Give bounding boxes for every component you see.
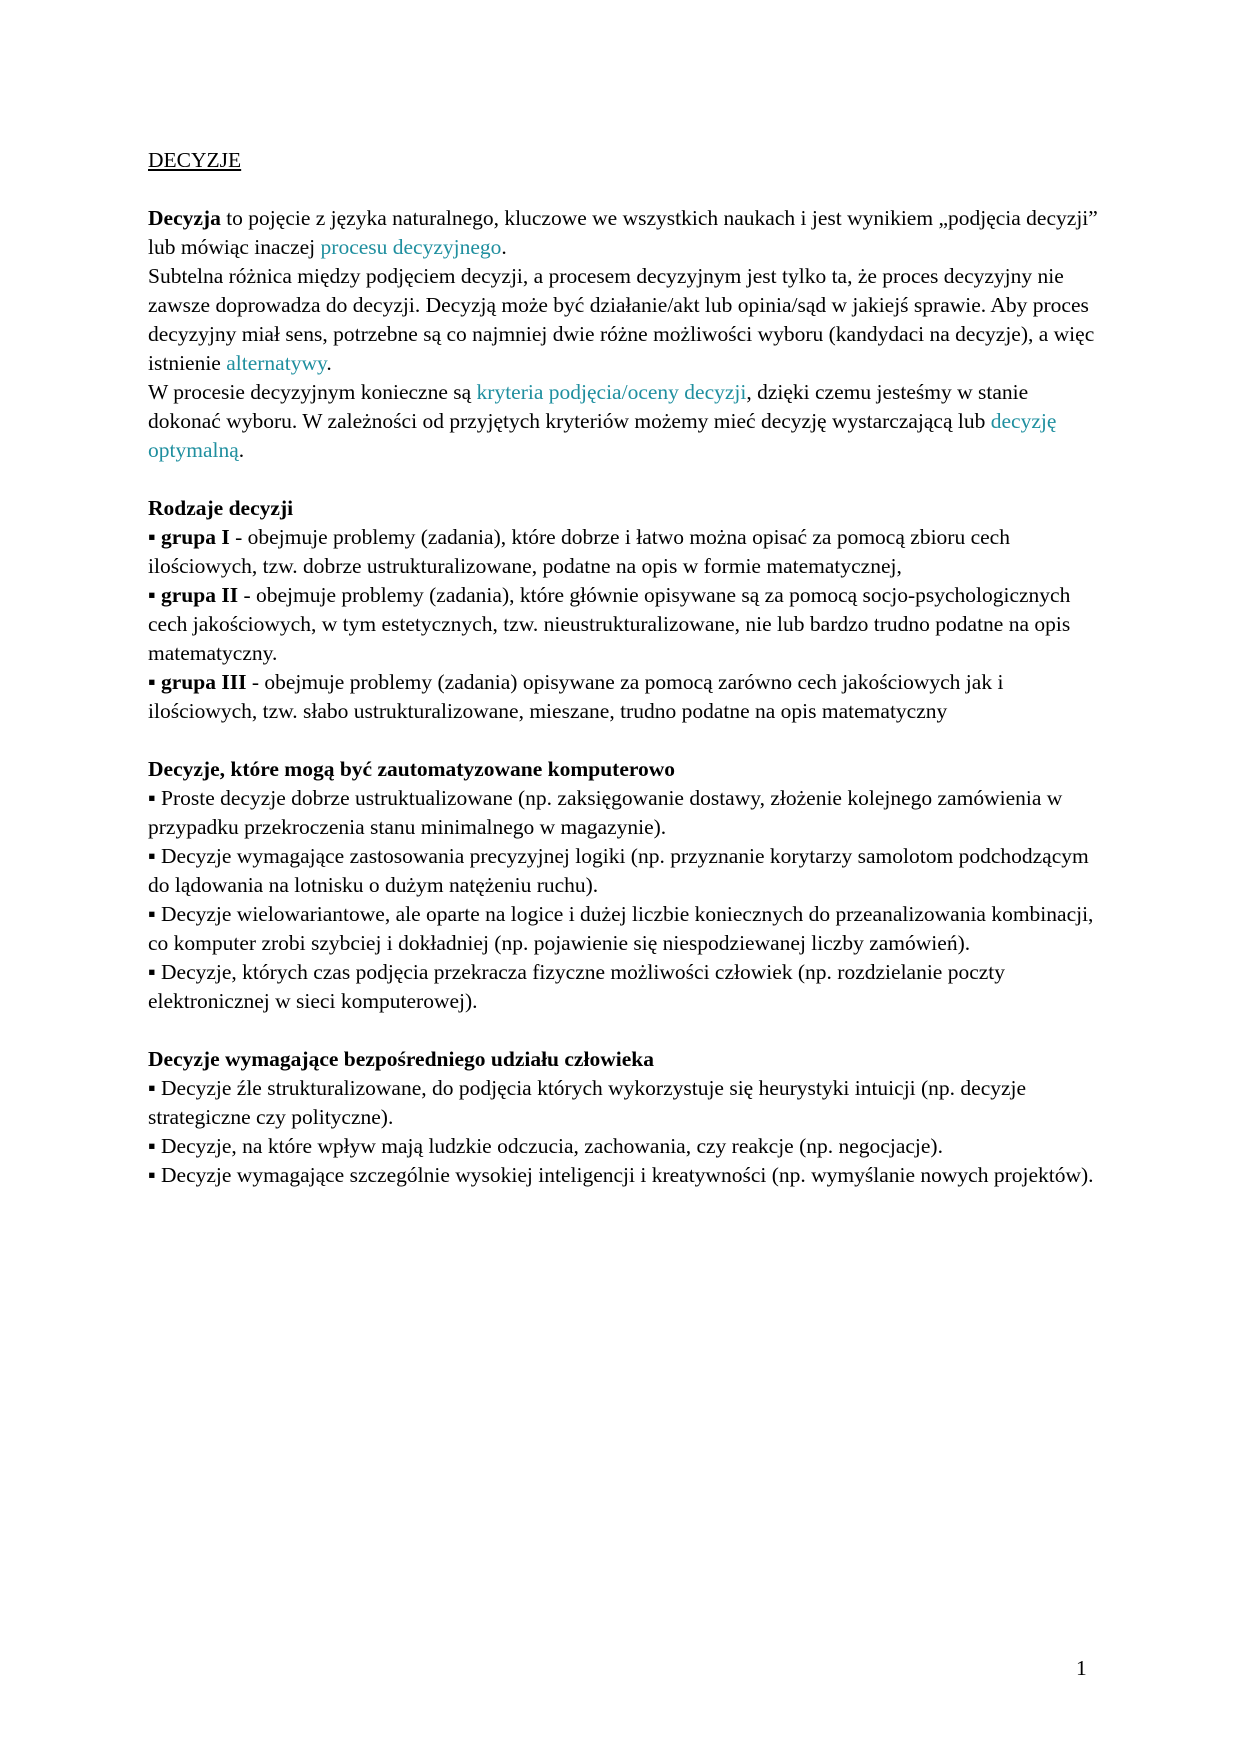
- list-item: ▪ Decyzje wielowariantowe, ale oparte na logice i dużej liczbie koniecznych do przeanalizowania kombinacji, co komputer zrobi szybciej i dokładniej (np. pojawienie się niespodziewanej liczby zamówień).: [148, 902, 1094, 955]
- group-label: grupa II: [161, 583, 239, 607]
- link-kryteria[interactable]: kryteria podjęcia/oceny decyzji: [476, 380, 747, 404]
- page-number: 1: [1076, 1656, 1087, 1680]
- term-decyzja: Decyzja: [148, 206, 221, 230]
- list-item: ▪ Decyzje, których czas podjęcia przekracza fizyczne możliwości człowiek (np. rozdzielanie poczty elektronicznej w sieci komputerowej).: [148, 960, 1006, 1013]
- list-item: ▪ Decyzje, na które wpływ mają ludzkie odczucia, zachowania, czy reakcje (np. negocjacje).: [148, 1134, 943, 1158]
- section-heading-rodzaje: Rodzaje decyzji: [148, 496, 294, 520]
- intro-text: .: [501, 235, 507, 259]
- bullet-icon: ▪: [148, 583, 161, 607]
- list-item-grupa-1: [148, 523, 1098, 581]
- list-item: ▪ Decyzje wymagające zastosowania precyzyjnej logiki (np. przyznanie korytarzy samolotom podchodzącym do lądowania na lotnisku o dużym natężeniu ruchu).: [148, 844, 1089, 897]
- spacer: [148, 1016, 1098, 1045]
- intro-text: .: [326, 351, 332, 375]
- link-proces-decyzyjny[interactable]: procesu decyzyjnego: [320, 235, 502, 259]
- section-heading-czlowiek: Decyzje wymagające bezpośredniego udziału człowieka: [148, 1047, 654, 1071]
- bullet-icon: ▪: [148, 525, 161, 549]
- group-text: - obejmuje problemy (zadania), które dobrze i łatwo można opisać za pomocą zbioru cech ilościowych, tzw. dobrze ustrukturalizowane, podatne na opis w formie matematycznej,: [148, 525, 1010, 578]
- document-page: [148, 146, 1098, 1190]
- intro-paragraph-3: [148, 378, 1098, 465]
- group-text: - obejmuje problemy (zadania), które głównie opisywane są za pomocą socjo-psychologicznych cech jakościowych, w tym estetycznych, tzw. nieustrukturalizowane, nie lub bardzo trudno podatne na opis matematyczny.: [148, 583, 1071, 665]
- link-alternatywy[interactable]: alternatywy: [226, 351, 327, 375]
- intro-text: , dzięki czemu jesteśmy w stanie dokonać wyboru. W zależności od przyjętych kryteriów możemy mieć decyzję wystarczającą lub: [148, 380, 1029, 433]
- list-item: ▪ Decyzje źle strukturalizowane, do podjęcia których wykorzystuje się heurystyki intuicji (np. decyzje strategiczne czy polityczne).: [148, 1076, 1027, 1129]
- document-title: DECYZJE: [148, 148, 242, 172]
- intro-text: .: [238, 438, 245, 462]
- bullet-icon: ▪: [148, 670, 161, 694]
- intro-paragraph-2: [148, 262, 1098, 378]
- link-decyzja-optymalna[interactable]: decyzję optymalną: [148, 409, 1057, 462]
- list-item-grupa-2: [148, 581, 1098, 668]
- group-label: grupa III: [161, 670, 247, 694]
- spacer: [148, 726, 1098, 755]
- list-item: ▪ Proste decyzje dobrze ustruktualizowane (np. zaksięgowanie dostawy, złożenie kolejnego zamówienia w przypadku przekroczenia stanu minimalnego w magazynie).: [148, 786, 1063, 839]
- list-item: ▪ Decyzje wymagające szczególnie wysokiej inteligencji i kreatywności (np. wymyślanie nowych projektów).: [148, 1163, 1094, 1187]
- intro-paragraph-1: [148, 204, 1098, 262]
- spacer: [148, 465, 1098, 494]
- intro-text: W procesie decyzyjnym konieczne są: [148, 380, 477, 404]
- intro-text: to pojęcie z języka naturalnego, kluczowe we wszystkich naukach i jest wynikiem „podjęcia decyzji” lub mówiąc inaczej: [148, 206, 1098, 259]
- list-item-grupa-3: [148, 668, 1098, 726]
- intro-text: Subtelna różnica między podjęciem decyzji, a procesem decyzyjnym jest tylko ta, że proces decyzyjny nie zawsze doprowadza do decyzji. Decyzją może być działanie/akt lub opinia/sąd w jakiejś sprawie. Aby proces decyzyjny miał sens, potrzebne są co najmniej dwie różne możliwości wyboru (kandydaci na decyzje), a więc istnienie: [148, 264, 1095, 375]
- group-text: - obejmuje problemy (zadania) opisywane za pomocą zarówno cech jakościowych jak i ilościowych, tzw. słabo ustrukturalizowane, mieszane, trudno podatne na opis matematyczny: [148, 670, 1004, 723]
- group-label: grupa I: [161, 525, 230, 549]
- section-heading-automatyczne: Decyzje, które mogą być zautomatyzowane komputerowo: [148, 757, 676, 781]
